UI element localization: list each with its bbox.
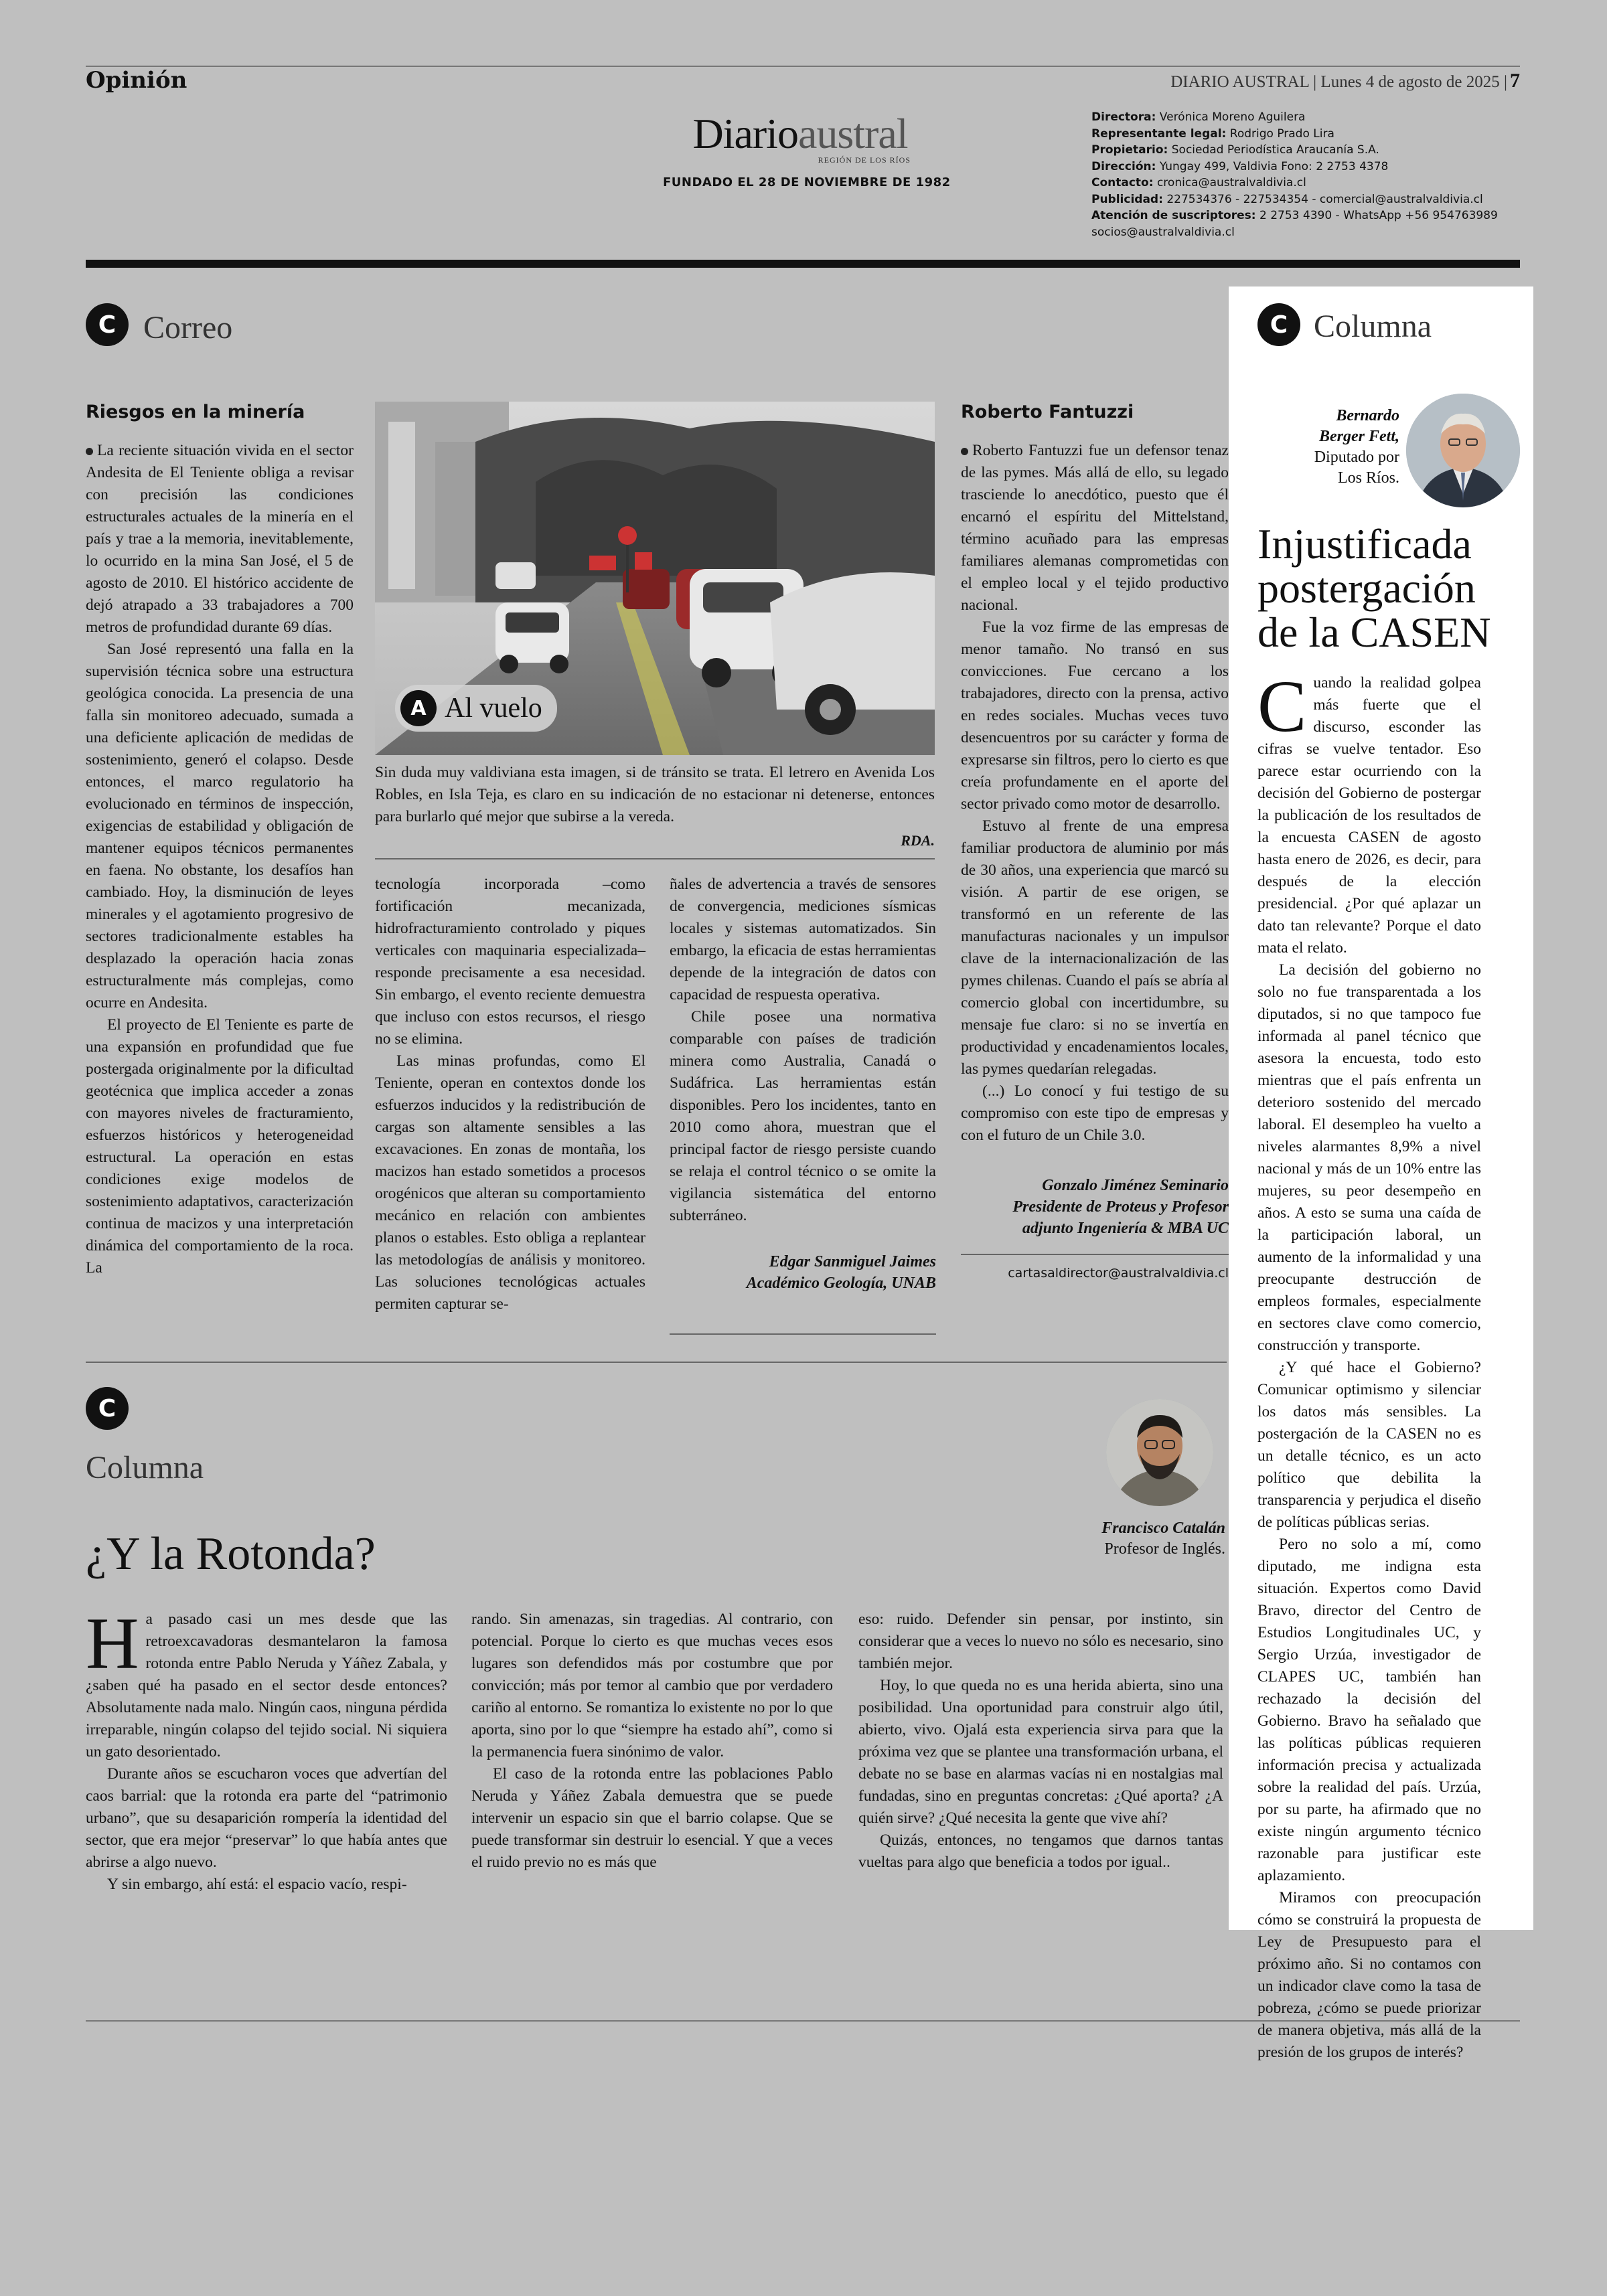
- staff-value: 227534376 - 227534354 - comercial@australvaldivia.cl: [1166, 192, 1483, 206]
- staff-label: Propietario:: [1091, 143, 1168, 157]
- author-role: Diputado por: [1314, 448, 1399, 466]
- column-headline: ¿Y la Rotonda?: [86, 1528, 376, 1580]
- letter-end-rule: [670, 1333, 936, 1335]
- founded-line: FUNDADO EL 28 DE NOVIEMBRE DE 1982: [663, 175, 951, 189]
- page-number: 7: [1510, 70, 1520, 92]
- author-avatar: [1106, 1399, 1213, 1506]
- column-paragraph: Y sin embargo, ahí está: el espacio vacío, respi-: [107, 1876, 407, 1893]
- columna-title: Columna: [1314, 309, 1432, 344]
- staff-label: Contacto:: [1091, 176, 1154, 189]
- staff-line: [1091, 142, 1520, 159]
- letter-paragraph: El proyecto de El Teniente es parte de una expansión en profundidad que fue postergada originalmente por la dificultad geotécnica que implica acceder a zonas con mayores niveles de fracturamiento, esfuerzos históricos y heterogeneidad estructural. La operación en estas condiciones exige modelos de sostenimiento adaptativos, caracterización continua de macizos y una interpretación dinámica del comportamiento de la roca. La: [86, 1016, 354, 1277]
- drop-cap: H: [86, 1603, 139, 1684]
- letter-paragraph: ñales de advertencia a través de sensores de convergencia, mediciones sísmicas locales y sistemas automatizados. Sin embargo, la eficacia de estas herramientas depende de la integración de datos con capacidad de respuesta operativa.: [670, 876, 936, 1003]
- column-paragraph: rando. Sin amenazas, sin tragedias. Al contrario, con potencial. Porque lo cierto es que muchas veces esos lugares son defendidos más por costumbre que por convicción; más por temor al cambio que por verdadero cariño al entorno. Se romantiza lo existente no por lo que aporta, sino por lo que “siempre ha estado ahí”, como si la permanencia fuera sinónimo de valor.: [471, 1611, 833, 1760]
- author-name: Francisco Catalán: [1101, 1520, 1225, 1537]
- staff-value: socios@australvaldivia.cl: [1091, 225, 1235, 239]
- staff-value: Yungay 499, Valdivia Fono: 2 2753 4378: [1159, 159, 1389, 173]
- columna-bottom-badge-icon: C: [86, 1387, 129, 1430]
- letter-headline: Roberto Fantuzzi: [961, 402, 1134, 422]
- al-vuelo-photo: [375, 402, 935, 755]
- author-byline: [958, 1518, 1225, 1560]
- staff-value: 2 2753 4390 - WhatsApp +56 954763989: [1259, 209, 1498, 222]
- logo-main: Diario: [692, 110, 798, 157]
- top-rule: [86, 66, 1520, 67]
- column-headline: [1257, 522, 1490, 655]
- column-paragraph: Quizás, entonces, no tengamos que darnos tantas vueltas para algo que beneficia a todos por igual..: [858, 1831, 1223, 1871]
- bottom-rule: [86, 2020, 1520, 2022]
- signature-name: Gonzalo Jiménez Seminario: [1042, 1177, 1229, 1194]
- letter-paragraph: San José representó una falla en la supervisión técnica sobre una estructura geológica conocida. La presencia de una falla sin monitoreo adecuado, sumada a una deficiente aplicación de medidas de sostenimiento, generó el colapso. Desde entonces, el marco regulatorio ha evolucionado en términos de inspección, exigencias de estabilidad y obligación de mantener equipos técnicos permanentes en faena. No obstante, los desafíos han cambiado. Hoy, la disminución de leyes minerales y el agotamiento progresivo de sectores tradicionalmente estables ha desplazado la operación hacia zonas estructuralmente más complejas, como ocurre en Andesita.: [86, 641, 354, 1011]
- letter-paragraph: Fue la voz firme de las empresas de menor tamaño. No transó en sus convicciones. Fue cercano a los trabajadores, directo con la prensa, activo en redes sociales. Muchas veces tuvo desencuentros por su carácter y forma de expresarse sin filtros, pero lo cierto es que creía profundamente en el aporte del sector privado como motor de desarrollo.: [961, 619, 1229, 813]
- column-paragraph: Pero no solo a mí, como diputado, me indigna esta situación. Expertos como David Bravo, director del Centro de Estudios Longitudinales UC, y Sergio Urzúa, investigador de CLAPES UC, también han rechazado la decisión del Gobierno. Bravo ha señalado que las políticas públicas requieren información precisa y actualizada sobre la realidad del país. Urzúa, por su parte, ha afirmado que no existe ningún argumento técnico razonable para justificar este aplazamiento.: [1257, 1536, 1481, 1884]
- column-paragraph: El caso de la rotonda entre las poblaciones Pablo Neruda y Yáñez Zabala demuestra que se puede intervenir un espacio sin que el barrio colapse. Que se puede transformar sin destruir lo esencial. Y que a veces el ruido previo no es más que: [471, 1765, 833, 1871]
- letter-paragraph: tecnología incorporada –como fortificación mecanizada, hidrofracturamiento controlado y piques verticales con maquinaria especializada– responde precisamente a esa necesidad. Sin embargo, el evento reciente demuestra que incluso con estos recursos, el riesgo no se elimina.: [375, 876, 645, 1048]
- letter-headline: Riesgos en la minería: [86, 402, 305, 422]
- signature-role: adjunto Ingeniería & MBA UC: [1022, 1220, 1229, 1237]
- letter-riesgos-col2: [375, 874, 645, 1315]
- author-portrait-image: [1106, 1399, 1213, 1506]
- rotonda-col3: [858, 1609, 1223, 1874]
- staff-label: Publicidad:: [1091, 192, 1163, 206]
- staff-box: [1091, 109, 1520, 240]
- correo-badge-icon: C: [86, 303, 129, 346]
- photo-caption: [375, 762, 935, 849]
- letter-paragraph: Roberto Fantuzzi fue un defensor tenaz de las pymes. Más allá de ello, su legado trasciende lo anecdótico, puesto que él encarnó el espíritu del Mittelstand, término acuñado para las empresas familiares alemanas comprometidas con el empleo local y el tejido productivo nacional.: [961, 440, 1229, 617]
- signature-name: Edgar Sanmiguel Jaimes: [769, 1253, 936, 1270]
- staff-line: [1091, 159, 1520, 175]
- photo-credit: RDA.: [901, 832, 935, 849]
- staff-line: [1091, 109, 1520, 126]
- letter-riesgos-col1: [86, 402, 354, 1279]
- rotonda-col2: [471, 1609, 833, 1874]
- date-line: [1170, 70, 1520, 92]
- masthead-logo: [690, 112, 911, 165]
- staff-value: Verónica Moreno Aguilera: [1159, 110, 1306, 124]
- letter-paragraph: La reciente situación vivida en el sector Andesita de El Teniente obliga a revisar con precisión las condiciones estructurales actuales de la minería en el país y trae a la memoria, inevitablemente, lo ocurrido en la mina San José, el 5 de agosto de 2010. El histórico accidente de dejó atrapado a 33 trabajadores a 700 metros de profundidad durante 69 días.: [86, 440, 354, 639]
- headline-line: postergación: [1257, 564, 1476, 612]
- staff-label: Atención de suscriptores:: [1091, 209, 1256, 222]
- correo-title: Correo: [143, 310, 233, 345]
- letter-paragraph: (...) Lo conocí y fui testigo de su compromiso con este tipo de empresas y con el futuro de un Chile 3.0.: [961, 1082, 1229, 1144]
- caption-text: Sin duda muy valdiviana esta imagen, si de tránsito se trata. El letrero en Avenida Los Robles, en Isla Teja, es claro en su indicación de no estacionar ni detenerse, entonces para burlarlo qué mejor que subirse a la vereda.: [375, 764, 935, 825]
- staff-value: cronica@australvaldivia.cl: [1156, 176, 1306, 189]
- letter-signature: [961, 1175, 1229, 1239]
- column-paragraph: Miramos con preocupación cómo se construirá la propuesta de Ley de Presupuesto para el próximo año. Si no contamos con un indicador clave como la tasa de pobreza, ¿cómo se puede priorizar de manera objetiva, más allá de la presión de los grupos de interés?: [1257, 1889, 1481, 2061]
- logo-region: REGIÓN DE LOS RÍOS: [818, 155, 911, 165]
- author-role: Profesor de Inglés.: [1104, 1540, 1225, 1558]
- letter-paragraph: Chile posee una normativa comparable con países de tradición minera como Australia, Canadá o Sudáfrica. Las herramientas están disponibles. Pero los incidentes, tanto en 2010 como ahora, muestran que el principal factor de riesgo persiste cuando se relaja el control técnico o se omite la vigilancia sistemática del entorno subterráneo.: [670, 1008, 936, 1224]
- al-vuelo-label: [395, 685, 557, 732]
- staff-line: [1091, 175, 1520, 191]
- staff-line: [1091, 191, 1520, 208]
- logo-accent: austral: [797, 110, 908, 157]
- masthead-rule: [86, 260, 1520, 268]
- section-label: Opinión: [86, 67, 187, 94]
- column-paragraph: La decisión del gobierno no solo no fue transparentada a los diputados, si no que tampoco fue informada al panel técnico que asesora la encuesta, todo esto mientras que el país enfrenta un deterioro sostenido del mercado laboral. El desempleo ha vuelto a niveles alarmantes 8,9% a nivel nacional y más de un 10% entre las mujeres, su peor desempeño en años. A esto se suma una caída de la participación laboral, un aumento de la informalidad y una preocupante destrucción de empleos formales, especialmente en sectores clave como comercio, construcción y transporte.: [1257, 961, 1481, 1354]
- author-portrait-image: [1406, 394, 1520, 507]
- column-paragraph: Hoy, lo que queda no es una herida abierta, sino una posibilidad. Una oportunidad para construir algo útil, abierto, vivo. Ojalá esta experiencia sirva para que la próxima vez que se plantee una transformación urbana, el debate no se base en alarmas vacías ni en nostalgias mal fundadas, sino en preguntas concretas: ¿Qué aporta? ¿A quién sirve? ¿Qué necesita la gente que vive ahí?: [858, 1677, 1223, 1827]
- column-paragraph: Durante años se escucharon voces que advertían del caos barrial: que la rotonda era parte del “patrimonio urbano”, que su desaparición rompería la identidad del sector, que era mejor “preservar” lo que había antes que abrirse a algo nuevo.: [86, 1765, 447, 1871]
- column-paragraph: uando la realidad golpea más fuerte que el discurso, esconder las cifras se vuelve tentador. Eso parece estar ocurriendo con la decisión del Gobierno de postergar la publicación de los resultados de la encuesta CASEN de agosto hasta enero de 2026, es decir, para después de la elección presidencial. ¿Por qué aplazar un dato tan relevante? Porque el dato mata el relato.: [1257, 674, 1481, 957]
- staff-line: [1091, 126, 1520, 143]
- letter-paragraph: Las minas profundas, como El Teniente, operan en contextos donde los esfuerzos inducidos y la redistribución de cargas son altamente sensibles a las excavaciones. En zonas de montaña, los macizos han estado sometidos a procesos orogénicos que alteran su comportamiento mecánico en relación con ambientes planos o estables. Esto obliga a replantear las metodologías de análisis y monitoreo. Las soluciones tecnológicas actuales permiten capturar se-: [375, 1052, 645, 1313]
- al-vuelo-badge-icon: A: [400, 690, 437, 726]
- letter-signature: [670, 1251, 936, 1294]
- headline-line: de la CASEN: [1257, 608, 1491, 656]
- drop-cap: C: [1257, 665, 1307, 747]
- paper-date: DIARIO AUSTRAL | Lunes 4 de agosto de 2025 |: [1170, 73, 1507, 91]
- author-byline: [1259, 406, 1399, 489]
- caption-rule: [375, 858, 935, 859]
- author-name: Bernardo: [1336, 407, 1399, 424]
- al-vuelo-title: Al vuelo: [445, 693, 542, 724]
- author-avatar: [1406, 394, 1520, 507]
- staff-value: Rodrigo Prado Lira: [1229, 127, 1334, 141]
- column-body: [1257, 665, 1481, 2064]
- signature-rule: [961, 1254, 1229, 1255]
- rotonda-col1: [86, 1603, 447, 1896]
- column-paragraph: ¿Y qué hace el Gobierno? Comunicar optimismo y silenciar los datos más sensibles. La postergación de la CASEN no es un detalle técnico, es un acto político que debilita la transparencia y perjudica el diseño de políticas públicas serias.: [1257, 1359, 1481, 1531]
- staff-line: [1091, 224, 1520, 241]
- columna-bottom-title: Columna: [86, 1450, 204, 1485]
- columna-badge-icon: C: [1257, 303, 1300, 346]
- letter-paragraph: Estuvo al frente de una empresa familiar productora de aluminio por más de 30 años, una experiencia que marcó su visión. A partir de ese origen, se transformó en un referente de las manufacturas nacionales y un impulsor clave de la internacionalización de las pymes chilenas. Cuando el país se abría al comercio global con incertidumbre, su mensaje fue claro: si no se invertía en productividad y encadenamientos locales, las pymes quedarían relegadas.: [961, 817, 1229, 1078]
- staff-label: Dirección:: [1091, 159, 1156, 173]
- letter-fantuzzi: [961, 402, 1229, 1281]
- column-paragraph: a pasado casi un mes desde que las retroexcavadoras desmantelaron la famosa rotonda entre Pablo Neruda y Yáñez Zabala, y ¿saben qué ha pasado en el sector desde entonces? Absolutamente nada malo. Ningún caos, ninguna pérdida irreparable, ningún colapso del tejido social. Ni siquiera un gato desorientado.: [86, 1611, 447, 1760]
- signature-role: Presidente de Proteus y Profesor: [1012, 1198, 1229, 1216]
- headline-line: Injustificada: [1257, 520, 1472, 568]
- staff-value: Sociedad Periodística Araucanía S.A.: [1171, 143, 1379, 157]
- column-paragraph: eso: ruido. Defender sin pensar, por instinto, sin considerar que a veces lo nuevo no sólo es necesario, sino también mejor.: [858, 1611, 1223, 1672]
- author-role: Los Ríos.: [1337, 469, 1399, 487]
- staff-line: [1091, 208, 1520, 224]
- signature-role: Académico Geología, UNAB: [746, 1275, 936, 1292]
- section-divider: [86, 1362, 1227, 1363]
- letters-email-link[interactable]: cartasaldirector@australvaldivia.cl: [1008, 1266, 1229, 1281]
- staff-label: Directora:: [1091, 110, 1156, 124]
- author-name: Berger Fett,: [1319, 428, 1399, 445]
- letter-riesgos-col3: [670, 874, 936, 1294]
- staff-label: Representante legal:: [1091, 127, 1227, 141]
